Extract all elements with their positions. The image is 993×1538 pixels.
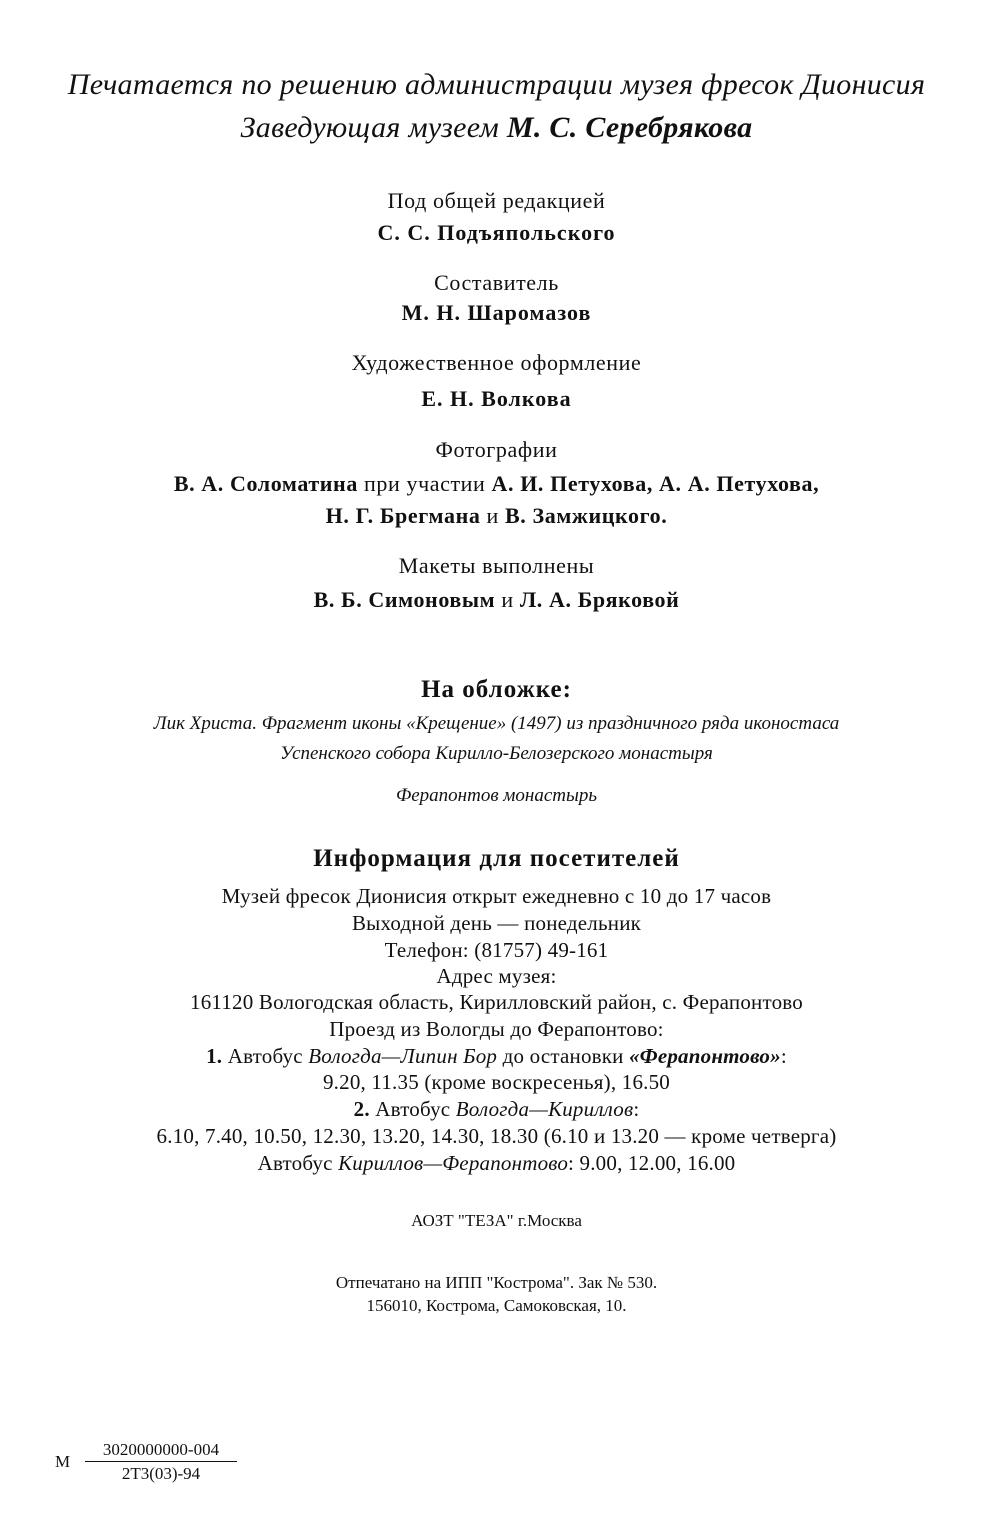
route-3-times: : 9.00, 12.00, 16.00	[568, 1151, 736, 1175]
photo-assistants-1: А. И. Петухова, А. А. Петухова,	[491, 471, 820, 496]
layout-name-1: В. Б. Симоновым	[313, 587, 496, 612]
catalog-code-denominator: 2Т3(03)-94	[121, 1464, 201, 1483]
editor-name: С. С. Подъяпольского	[377, 220, 616, 245]
layout-mid: и	[495, 587, 520, 612]
photo-line1	[0, 471, 993, 497]
compiler-name: М. Н. Шаромазов	[401, 300, 592, 325]
photo-line2	[0, 503, 993, 529]
photo-label: Фотографии	[435, 437, 558, 462]
route-1	[0, 1044, 993, 1069]
info-heading: Информация для посетителей	[313, 845, 680, 872]
info-address: 161120 Вологодская область, Кирилловский район, с. Ферапонтово	[190, 990, 803, 1014]
compiler-label: Составитель	[434, 270, 559, 295]
printed-line1: Отпечатано на ИПП "Кострома". Зак № 530.	[335, 1273, 658, 1292]
route-2-times: 6.10, 7.40, 10.50, 12.30, 13.20, 14.30, 18.30 (6.10 и 13.20 — кроме четверга)	[156, 1124, 837, 1148]
info-address-label: Адрес музея:	[436, 964, 557, 988]
cover-heading: На обложке:	[421, 676, 572, 703]
header-line2-prefix: Заведующая музеем	[240, 111, 507, 144]
design-name: Е. Н. Волкова	[421, 386, 572, 411]
route-2-route: Вологда—Кириллов	[455, 1097, 634, 1121]
catalog-code-letter: М	[55, 1452, 71, 1471]
route-1-route: Вологда—Липин Бор	[308, 1044, 498, 1068]
photo-line2-mid: и	[480, 503, 506, 528]
layout-label: Макеты выполнены	[398, 553, 595, 578]
photo-line1-mid: при участии	[357, 471, 492, 496]
cover-location: Ферапонтов монастырь	[395, 785, 598, 806]
route-3-bus: Автобус	[257, 1151, 339, 1175]
editor-label: Под общей редакцией	[387, 188, 606, 213]
route-1-bus: Автобус	[222, 1044, 309, 1068]
header-line2	[0, 111, 993, 145]
museum-director-name: М. С. Серебрякова	[506, 111, 753, 144]
printed-line2: 156010, Кострома, Самоковская, 10.	[366, 1296, 627, 1315]
layout-names	[0, 587, 993, 613]
header-line1: Печатается по решению администрации музея фресок Дионисия	[67, 68, 926, 101]
route-1-number: 1.	[206, 1044, 223, 1068]
info-hours: Музей фресок Дионисия открыт ежедневно с 10 до 17 часов	[221, 884, 772, 908]
publisher-name: АОЗТ "ТЕЗА" г.Москва	[411, 1211, 582, 1230]
cover-desc-line2: Успенского собора Кирилло-Белозерского монастыря	[280, 743, 713, 764]
route-1-stop: «Ферапонтово»	[629, 1044, 781, 1068]
catalog-code-numerator: 3020000000-004	[85, 1440, 237, 1462]
info-phone: Телефон: (81757) 49-161	[384, 938, 609, 962]
layout-name-2: Л. А. Бряковой	[519, 587, 680, 612]
design-label: Художественное оформление	[351, 350, 642, 375]
route-1-mid: до остановки	[497, 1044, 630, 1068]
route-3	[0, 1151, 993, 1176]
route-1-colon: :	[780, 1044, 787, 1068]
photographer-name: В. А. Соломатина	[173, 471, 358, 496]
info-day-off: Выходной день — понедельник	[351, 911, 642, 935]
cover-desc-line1: Лик Христа. Фрагмент иконы «Крещение» (1497) из праздничного ряда иконостаса	[153, 713, 840, 734]
photo-assistant-2: Н. Г. Брегмана	[325, 503, 481, 528]
info-route-label: Проезд из Вологды до Ферапонтово:	[329, 1017, 664, 1041]
route-3-route: Кириллов—Ферапонтово	[338, 1151, 569, 1175]
photo-assistant-3: В. Замжицкого.	[505, 503, 668, 528]
route-2-number: 2.	[353, 1097, 370, 1121]
route-2-colon: :	[633, 1097, 640, 1121]
catalog-code	[55, 1440, 245, 1490]
route-2-bus: Автобус	[369, 1097, 456, 1121]
route-1-times: 9.20, 11.35 (кроме воскресенья), 16.50	[322, 1070, 670, 1094]
route-2	[0, 1097, 993, 1122]
